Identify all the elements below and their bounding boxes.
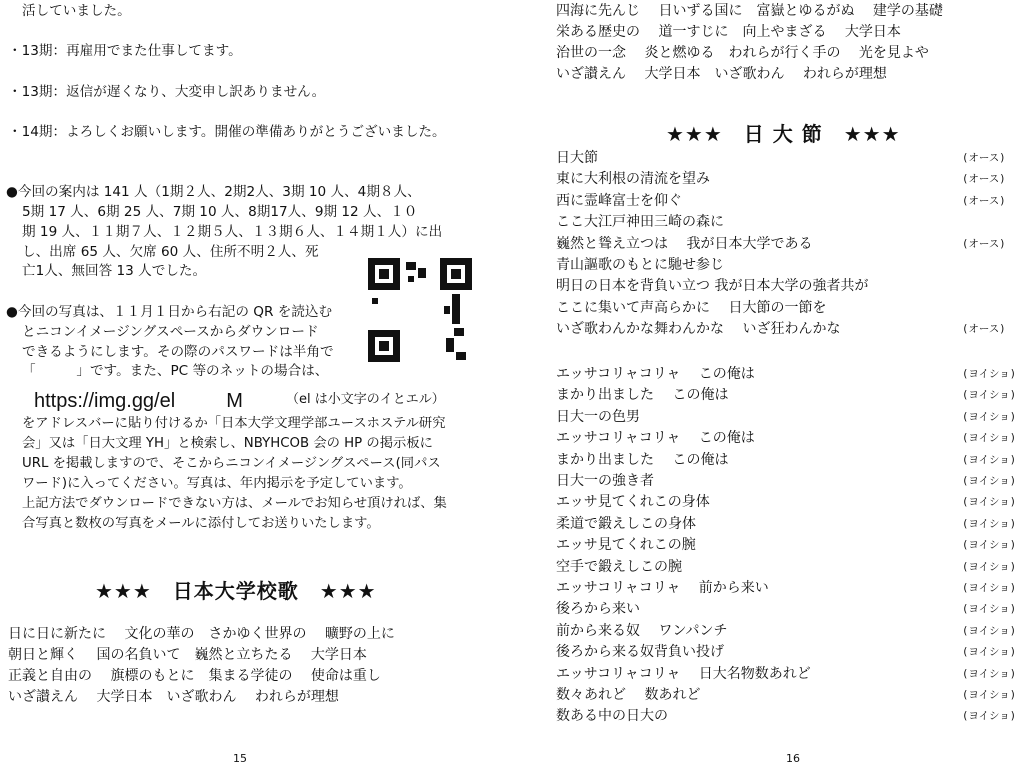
lyric-row xyxy=(556,535,1017,556)
lyric-row xyxy=(556,685,1017,706)
lyric-row xyxy=(556,255,1006,276)
lyric-text: 日大節 xyxy=(556,150,598,166)
lyric-text: 巍然と聳え立つは 我が日本大学である xyxy=(556,235,813,252)
lyric-text: 数ある中の日大の xyxy=(556,708,668,725)
lyric-text: 空手で鍛えしこの腕 xyxy=(556,558,682,575)
lyric-call: (ヨイショ) xyxy=(962,453,1017,466)
count-line: 5期 17 人、6期 25 人、7期 10 人、8期17人、9期 12 人、１０ xyxy=(22,204,418,220)
lyric-row xyxy=(556,148,1006,169)
instruction-line: をアドレスバーに貼り付けるか「日本大学文理学部ユースホステル研究 xyxy=(22,416,446,431)
lyric-text: 前から来る奴 ワンパンチ xyxy=(556,622,728,639)
school-song-line: 四海に先んじ 日いずる国に 富嶽とゆるがぬ 建学の基礎 xyxy=(556,3,943,19)
count-line: ●今回の案内は 141 人（1期２人、2期2人、3期 10 人、4期８人、 xyxy=(6,184,421,200)
lyric-call: (ヨイショ) xyxy=(962,624,1017,637)
lyric-text: エッサコリャコリャ この俺は xyxy=(556,430,755,447)
count-line: し、出席 65 人、欠席 60 人、住所不明２人、死 xyxy=(22,244,319,260)
lyric-text: 日大一の強き者 xyxy=(556,473,654,489)
lyric-text: 数々あれど 数あれど xyxy=(556,687,701,703)
lyric-call: (ヨイショ) xyxy=(962,539,1017,552)
photo-line: 「 」です。また、PC 等のネットの場合は、 xyxy=(22,363,329,379)
lyric-row xyxy=(556,450,1017,471)
lyric-call: (ヨイショ) xyxy=(962,710,1017,723)
lyric-text: まかり出ました この俺は xyxy=(556,387,729,404)
lyric-row xyxy=(556,599,1017,620)
lyric-call: (ヨイショ) xyxy=(962,517,1017,530)
lyric-row xyxy=(556,471,1017,492)
school-song-heading: ★★★ 日本大学校歌 ★★★ xyxy=(95,579,377,603)
lyric-text: まかり出ました この俺は xyxy=(556,451,729,468)
url-note: （el は小文字のイとエル） xyxy=(286,392,445,407)
lyric-row xyxy=(556,492,1017,513)
school-song-line: 正義と自由の 旗標のもとに 集まる学徒の 使命は重し xyxy=(8,668,381,684)
school-song-line: 日に日に新たに 文化の華の さかゆく世界の 曠野の上に xyxy=(8,626,395,642)
lyric-call: (オース) xyxy=(962,237,1006,250)
lyric-text: 柔道で鍛えしこの身体 xyxy=(556,515,696,532)
lyric-call: (ヨイショ) xyxy=(962,368,1017,380)
lyric-text: 後ろから来い xyxy=(556,601,640,618)
intro-line: ・14期：よろしくお願いします。開催の準備ありがとうございました。 xyxy=(8,124,446,140)
lyric-text: 西に霊峰富士を仰ぐ xyxy=(556,192,682,209)
left-page xyxy=(0,0,505,783)
lyric-row xyxy=(556,557,1017,578)
school-song-line: いざ讃えん 大学日本 いざ歌わん われらが理想 xyxy=(556,66,887,82)
count-line: 亡1人、無回答 13 人でした。 xyxy=(22,263,207,279)
lyric-text: ここ大江戸神田三崎の森に xyxy=(556,214,724,231)
lyric-row xyxy=(556,234,1006,255)
lyric-text: エッサコリャコリャ 日大名物数あれど xyxy=(556,665,811,682)
instruction-line: 会」又は「日大文理 YH」と検索し、NBYHCOB 会の HP の掲示板に xyxy=(22,436,433,451)
lyric-text: 日大一の色男 xyxy=(556,408,640,425)
lyric-text: 青山謳歌のもとに馳せ参じ xyxy=(556,257,724,273)
lyric-text: ここに集いて声高らかに 日大節の一節を xyxy=(556,299,827,316)
lyric-call: (オース) xyxy=(962,323,1006,336)
lyric-row xyxy=(556,191,1006,212)
school-song-line: 治世の一念 炎と燃ゆる われらが行く手の 光を見よや xyxy=(556,45,929,61)
lyric-row xyxy=(556,169,1006,190)
lyric-call: (ヨイショ) xyxy=(962,582,1017,594)
lyric-row xyxy=(556,428,1017,449)
lyric-call: (ヨイショ) xyxy=(962,475,1017,487)
lyric-text: 明日の日本を背負い立つ 我が日本大学の強者共が xyxy=(556,278,869,295)
instruction-line: 合写真と数枚の写真をメールに添付してお送りいたします。 xyxy=(22,516,380,531)
lyric-call: (ヨイショ) xyxy=(962,389,1017,402)
lyric-row xyxy=(556,364,1017,385)
intro-line: ・13期：返信が遅くなり、大変申し訳ありません。 xyxy=(8,84,326,100)
count-line: 期 19 人、１１期７人、１２期５人、１３期６人、１４期１人）に出 xyxy=(22,224,443,240)
right-page xyxy=(532,0,1024,783)
lyric-call: (オース) xyxy=(962,194,1006,207)
lyric-call: (ヨイショ) xyxy=(962,603,1017,616)
lyric-row xyxy=(556,385,1017,406)
lyric-call: (ヨイショ) xyxy=(962,646,1017,659)
lyric-row xyxy=(556,664,1017,685)
lyric-call: (ヨイショ) xyxy=(962,667,1017,680)
instruction-line: ワード)に入ってください。写真は、年内掲示を予定しています。 xyxy=(22,476,412,491)
lyric-call: (オース) xyxy=(962,173,1006,186)
instruction-line: 上記方法でダウンロードできない方は、メールでお知らせ頂ければ、集 xyxy=(22,496,447,511)
lyric-call: (ヨイショ) xyxy=(962,689,1017,701)
lyric-row xyxy=(556,298,1006,319)
lyric-row xyxy=(556,212,1006,233)
school-song-line: 朝日と輝く 国の名負いて 巍然と立ちたる 大学日本 xyxy=(8,647,367,663)
page-number: 16 xyxy=(786,752,800,765)
instruction-line: URL を掲載しますので、そこからニコンイメージングスペース(同パス xyxy=(22,456,441,471)
qr-code[interactable] xyxy=(368,258,472,362)
lyric-row xyxy=(556,319,1006,340)
photo-url[interactable]: https://img.gg/el M xyxy=(34,390,243,412)
nichidai-heading: ★★★ 日 大 節 ★★★ xyxy=(666,122,901,146)
lyric-row xyxy=(556,642,1017,663)
lyric-call: (ヨイショ) xyxy=(962,560,1017,573)
lyric-call: (ヨイショ) xyxy=(962,410,1017,423)
photo-line: とニコンイメージングスペースからダウンロード xyxy=(22,324,319,340)
lyric-text: エッサコリャコリャ この俺は xyxy=(556,366,755,382)
lyric-row xyxy=(556,276,1006,297)
lyric-row xyxy=(556,514,1017,535)
intro-line: ・13期：再雇用でまた仕事してます。 xyxy=(8,43,242,59)
school-song-line: いざ讃えん 大学日本 いざ歌わん われらが理想 xyxy=(8,689,339,705)
lyric-text: エッサ見てくれこの身体 xyxy=(556,494,710,511)
lyric-text: 後ろから来る奴背負い投げ xyxy=(556,644,724,661)
lyric-call: (ヨイショ) xyxy=(962,496,1017,509)
lyric-text: エッサコリャコリャ 前から来い xyxy=(556,580,769,596)
lyric-row xyxy=(556,578,1017,599)
lyric-text: 東に大利根の清流を望み xyxy=(556,171,710,188)
lyric-text: いざ歌わんかな舞わんかな いざ狂わんかな xyxy=(556,321,841,338)
photo-line: できるようにします。その際のパスワードは半角で xyxy=(22,344,334,360)
school-song-line: 栄ある歴史の 道一すじに 向上やまざる 大学日本 xyxy=(556,24,901,40)
page-number: 15 xyxy=(233,752,247,765)
photo-line: ●今回の写真は、１１月１日から右記の QR を読込む xyxy=(6,304,333,320)
intro-line: 活していました。 xyxy=(22,3,131,19)
lyric-row xyxy=(556,621,1017,642)
lyric-call: (ヨイショ) xyxy=(962,432,1017,445)
lyric-row xyxy=(556,706,1017,727)
lyric-call: (オース) xyxy=(962,152,1006,164)
lyric-row xyxy=(556,407,1017,428)
lyric-text: エッサ見てくれこの腕 xyxy=(556,537,696,554)
